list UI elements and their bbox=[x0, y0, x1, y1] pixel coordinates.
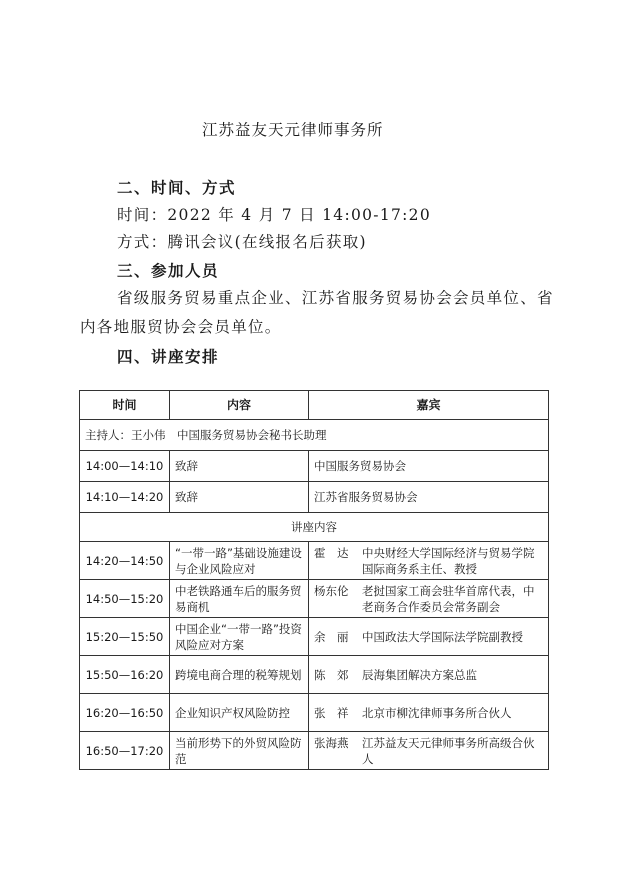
guest-cell: 中国服务贸易协会 bbox=[309, 451, 549, 482]
event-time-line: 时间：2022 年 4 月 7 日 14:00-17:20 bbox=[117, 206, 432, 224]
guest-cell: 江苏省服务贸易协会 bbox=[309, 482, 549, 513]
section-heading-participants: 三、参加人员 bbox=[117, 262, 220, 280]
time-cell: 14:00—14:10 bbox=[80, 451, 170, 482]
speaker-affiliation: 北京市柳沈律师事务所合伙人 bbox=[362, 705, 512, 720]
table-row bbox=[80, 694, 549, 732]
schedule-table bbox=[79, 390, 549, 770]
speaker-affiliation: 江苏益友天元律师事务所高级合伙人 bbox=[362, 735, 535, 766]
time-cell: 14:20—14:50 bbox=[80, 542, 170, 580]
guest-cell bbox=[309, 542, 549, 580]
lecture-section-row bbox=[80, 513, 549, 542]
header-content: 内容 bbox=[170, 391, 309, 420]
section-heading-schedule: 四、讲座安排 bbox=[117, 348, 220, 366]
table-row bbox=[80, 542, 549, 580]
participants-text-line-2: 内各地服贸协会会员单位。 bbox=[80, 318, 282, 336]
topic-cell: 企业知识产权风险防控 bbox=[170, 694, 309, 732]
topic-cell: 当前形势下的外贸风险防范 bbox=[170, 732, 309, 770]
host-cell: 主持人：王小伟 中国服务贸易协会秘书长助理 bbox=[80, 420, 549, 451]
speaker-name: 陈 郊 bbox=[314, 667, 349, 682]
participants-text-line-1: 省级服务贸易重点企业、江苏省服务贸易协会会员单位、省 bbox=[117, 289, 554, 307]
section-heading-time-method: 二、时间、方式 bbox=[117, 179, 237, 197]
time-cell: 16:20—16:50 bbox=[80, 694, 170, 732]
guest-cell bbox=[309, 580, 549, 618]
speaker-name: 杨东伦 bbox=[314, 583, 349, 598]
header-guests: 嘉宾 bbox=[309, 391, 549, 420]
topic-cell: 中老铁路通车后的服务贸易商机 bbox=[170, 580, 309, 618]
time-cell: 14:50—15:20 bbox=[80, 580, 170, 618]
topic-cell: 中国企业“一带一路”投资风险应对方案 bbox=[170, 618, 309, 656]
event-method-line: 方式：腾讯会议(在线报名后获取) bbox=[117, 233, 367, 251]
guest-cell bbox=[309, 618, 549, 656]
table-row bbox=[80, 656, 549, 694]
speaker-name: 张海燕 bbox=[314, 735, 349, 750]
topic-cell: 跨境电商合理的税筹规划 bbox=[170, 656, 309, 694]
table-row bbox=[80, 451, 549, 482]
header-time: 时间 bbox=[80, 391, 170, 420]
table-row bbox=[80, 580, 549, 618]
content-cell: 致辞 bbox=[170, 482, 309, 513]
organization-name: 江苏益友天元律师事务所 bbox=[202, 121, 384, 139]
content-cell: 致辞 bbox=[170, 451, 309, 482]
speaker-affiliation: 辰海集团解决方案总监 bbox=[362, 667, 477, 682]
speaker-affiliation: 老挝国家工商会驻华首席代表，中老商务合作委员会常务副会 bbox=[362, 583, 535, 614]
speaker-affiliation: 中央财经大学国际经济与贸易学院国际商务系主任、教授 bbox=[362, 545, 535, 576]
time-cell: 15:50—16:20 bbox=[80, 656, 170, 694]
guest-cell bbox=[309, 656, 549, 694]
guest-cell bbox=[309, 732, 549, 770]
table-row bbox=[80, 482, 549, 513]
topic-cell: “一带一路”基础设施建设与企业风险应对 bbox=[170, 542, 309, 580]
speaker-name: 张 祥 bbox=[314, 705, 349, 720]
time-cell: 15:20—15:50 bbox=[80, 618, 170, 656]
table-row bbox=[80, 732, 549, 770]
time-cell: 14:10—14:20 bbox=[80, 482, 170, 513]
speaker-name: 霍 达 bbox=[314, 545, 349, 560]
time-cell: 16:50—17:20 bbox=[80, 732, 170, 770]
lecture-section-label: 讲座内容 bbox=[80, 513, 549, 542]
speaker-affiliation: 中国政法大学国际法学院副教授 bbox=[362, 629, 523, 644]
speaker-name: 余 丽 bbox=[314, 629, 349, 644]
table-row bbox=[80, 618, 549, 656]
guest-cell bbox=[309, 694, 549, 732]
host-row bbox=[80, 420, 549, 451]
table-header-row bbox=[80, 391, 549, 420]
